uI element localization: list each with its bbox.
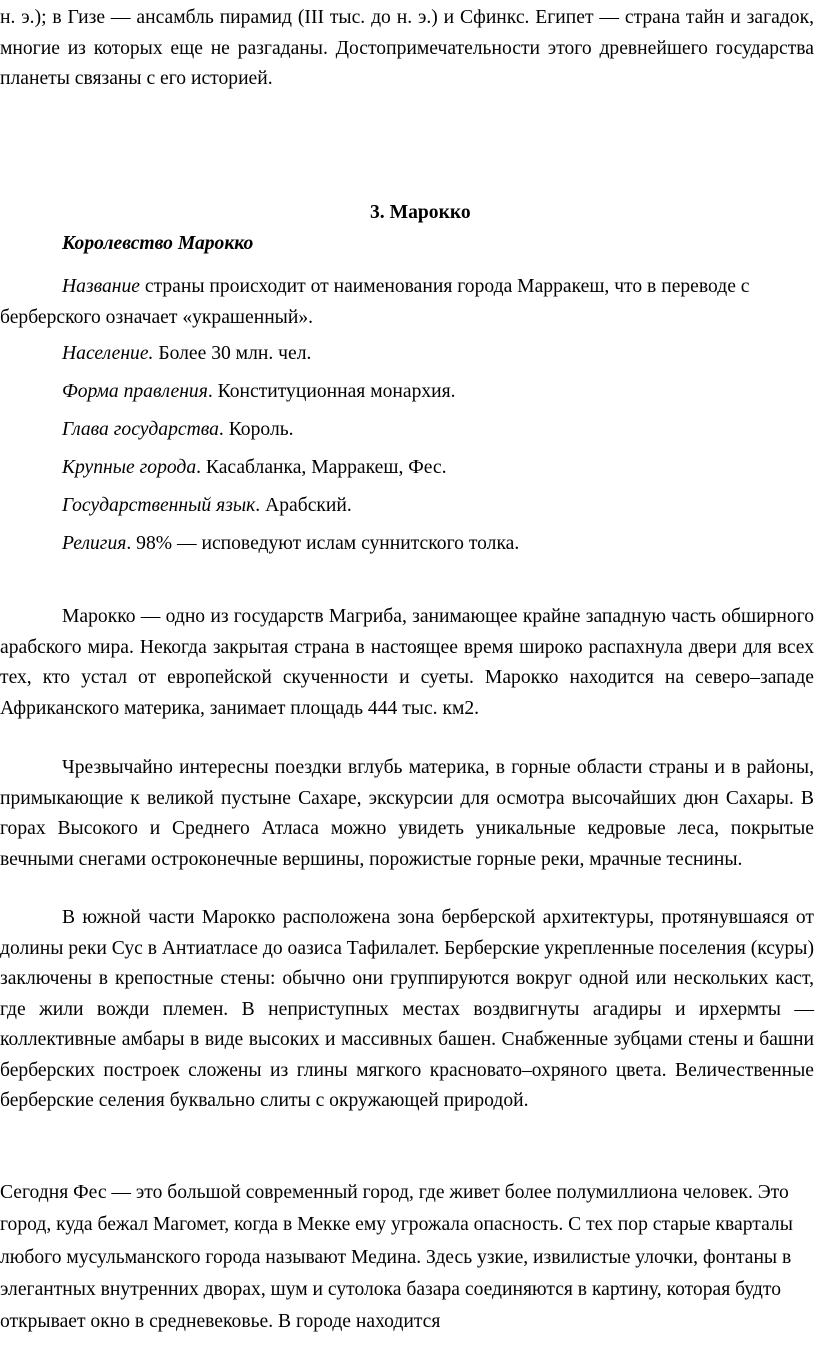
fact-religion-text: . 98% — исповедуют ислам суннитского толка.: [126, 533, 520, 554]
fact-cities-label: Крупные города: [62, 457, 197, 478]
fact-name-label: Название: [62, 276, 140, 297]
section-subtitle: Королевство Марокко: [62, 233, 254, 254]
fact-language-label: Государственный язык: [62, 495, 256, 516]
fact-government-text: . Конституционная монархия.: [207, 381, 456, 402]
fact-religion-label: Религия: [62, 533, 127, 554]
fact-cities-text: . Касабланка, Марракеш, Фес.: [196, 457, 447, 478]
fact-government-label: Форма правления: [62, 381, 208, 402]
paragraph-excursions: Чрезвычайно интересны поездки вглубь материка, в горные области страны и в районы, примыкающие к великой пустыне Сахаре, экскурсии для осмотра высочайших дюн Сахары. В горах Высокого и Среднего Атласа можно увидеть уникальные кедровые леса, покрытые вечными снегами остроконечные вершины, порожистые горные реки, мрачные теснины.: [0, 757, 814, 870]
fact-population-label: Население.: [62, 343, 154, 364]
fact-head-label: Глава государства: [62, 419, 219, 440]
fact-cities: [62, 453, 447, 484]
paragraph-fes: Сегодня Фес — это большой современный город, где живет более полумиллиона человек. Это город, куда бежал Магомет, когда в Мекке ему угрожала опасность. С тех пор старые кварталы любого мусульманского города называют Медина. Здесь узкие, извилистые улочки, фонтаны в элегантных внутренних дворах, шум и сутолока базара соединяются в картину, которая будто открывает окно в средневековье. В городе находится: [0, 1182, 793, 1333]
fact-name: [0, 272, 814, 333]
fact-population-text: Более 30 млн. чел.: [153, 343, 312, 364]
fact-head-text: . Король.: [218, 419, 294, 440]
fact-language-text: . Арабский.: [255, 495, 352, 516]
section-heading: 3. Марокко: [370, 202, 471, 223]
fact-religion: [62, 529, 519, 560]
fact-language: [62, 491, 352, 522]
intro-paragraph: н. э.); в Гизе — ансамбль пирамид (III тыс. до н. э.) и Сфинкс. Египет — страна тайн и загадок, многие из которых еще не разгаданы. Достопримечательности этого древнейшего государства планеты связаны с его историей.: [0, 7, 814, 89]
fact-population: [62, 339, 311, 370]
paragraph-berber-architecture: В южной части Марокко расположена зона берберской архитектуры, протянувшаяся от долины реки Сус в Антиатласе до оазиса Тафилалет. Берберские укрепленные поселения (ксуры) заключены в крепостные стены: обычно они группируются вокруг одной или нескольких каст, где жили вожди племен. В неприступных местах воздвигнуты агадиры и ирхермты — коллективные амбары в виде высоких и массивных башен. Снабженные зубцами стены и башни берберских построек сложены из глины мягкого красновато–охряного цвета. Величественные берберские селения буквально слиты с окружающей природой.: [0, 907, 814, 1111]
fact-head: [62, 415, 294, 446]
fact-name-text: страны происходит от наименования города Марракеш, что в переводе с берберского означает «украшенный».: [0, 276, 750, 328]
fact-government: [62, 377, 456, 408]
paragraph-geography: Марокко — одно из государств Магриба, занимающее крайне западную часть обширного арабского мира. Некогда закрытая страна в настоящее время широко распахнула двери для всех тех, кто устал от европейской скученности и суеты. Марокко находится на северо–западе Африканского материка, занимает площадь 444 тыс. км2.: [0, 606, 814, 719]
